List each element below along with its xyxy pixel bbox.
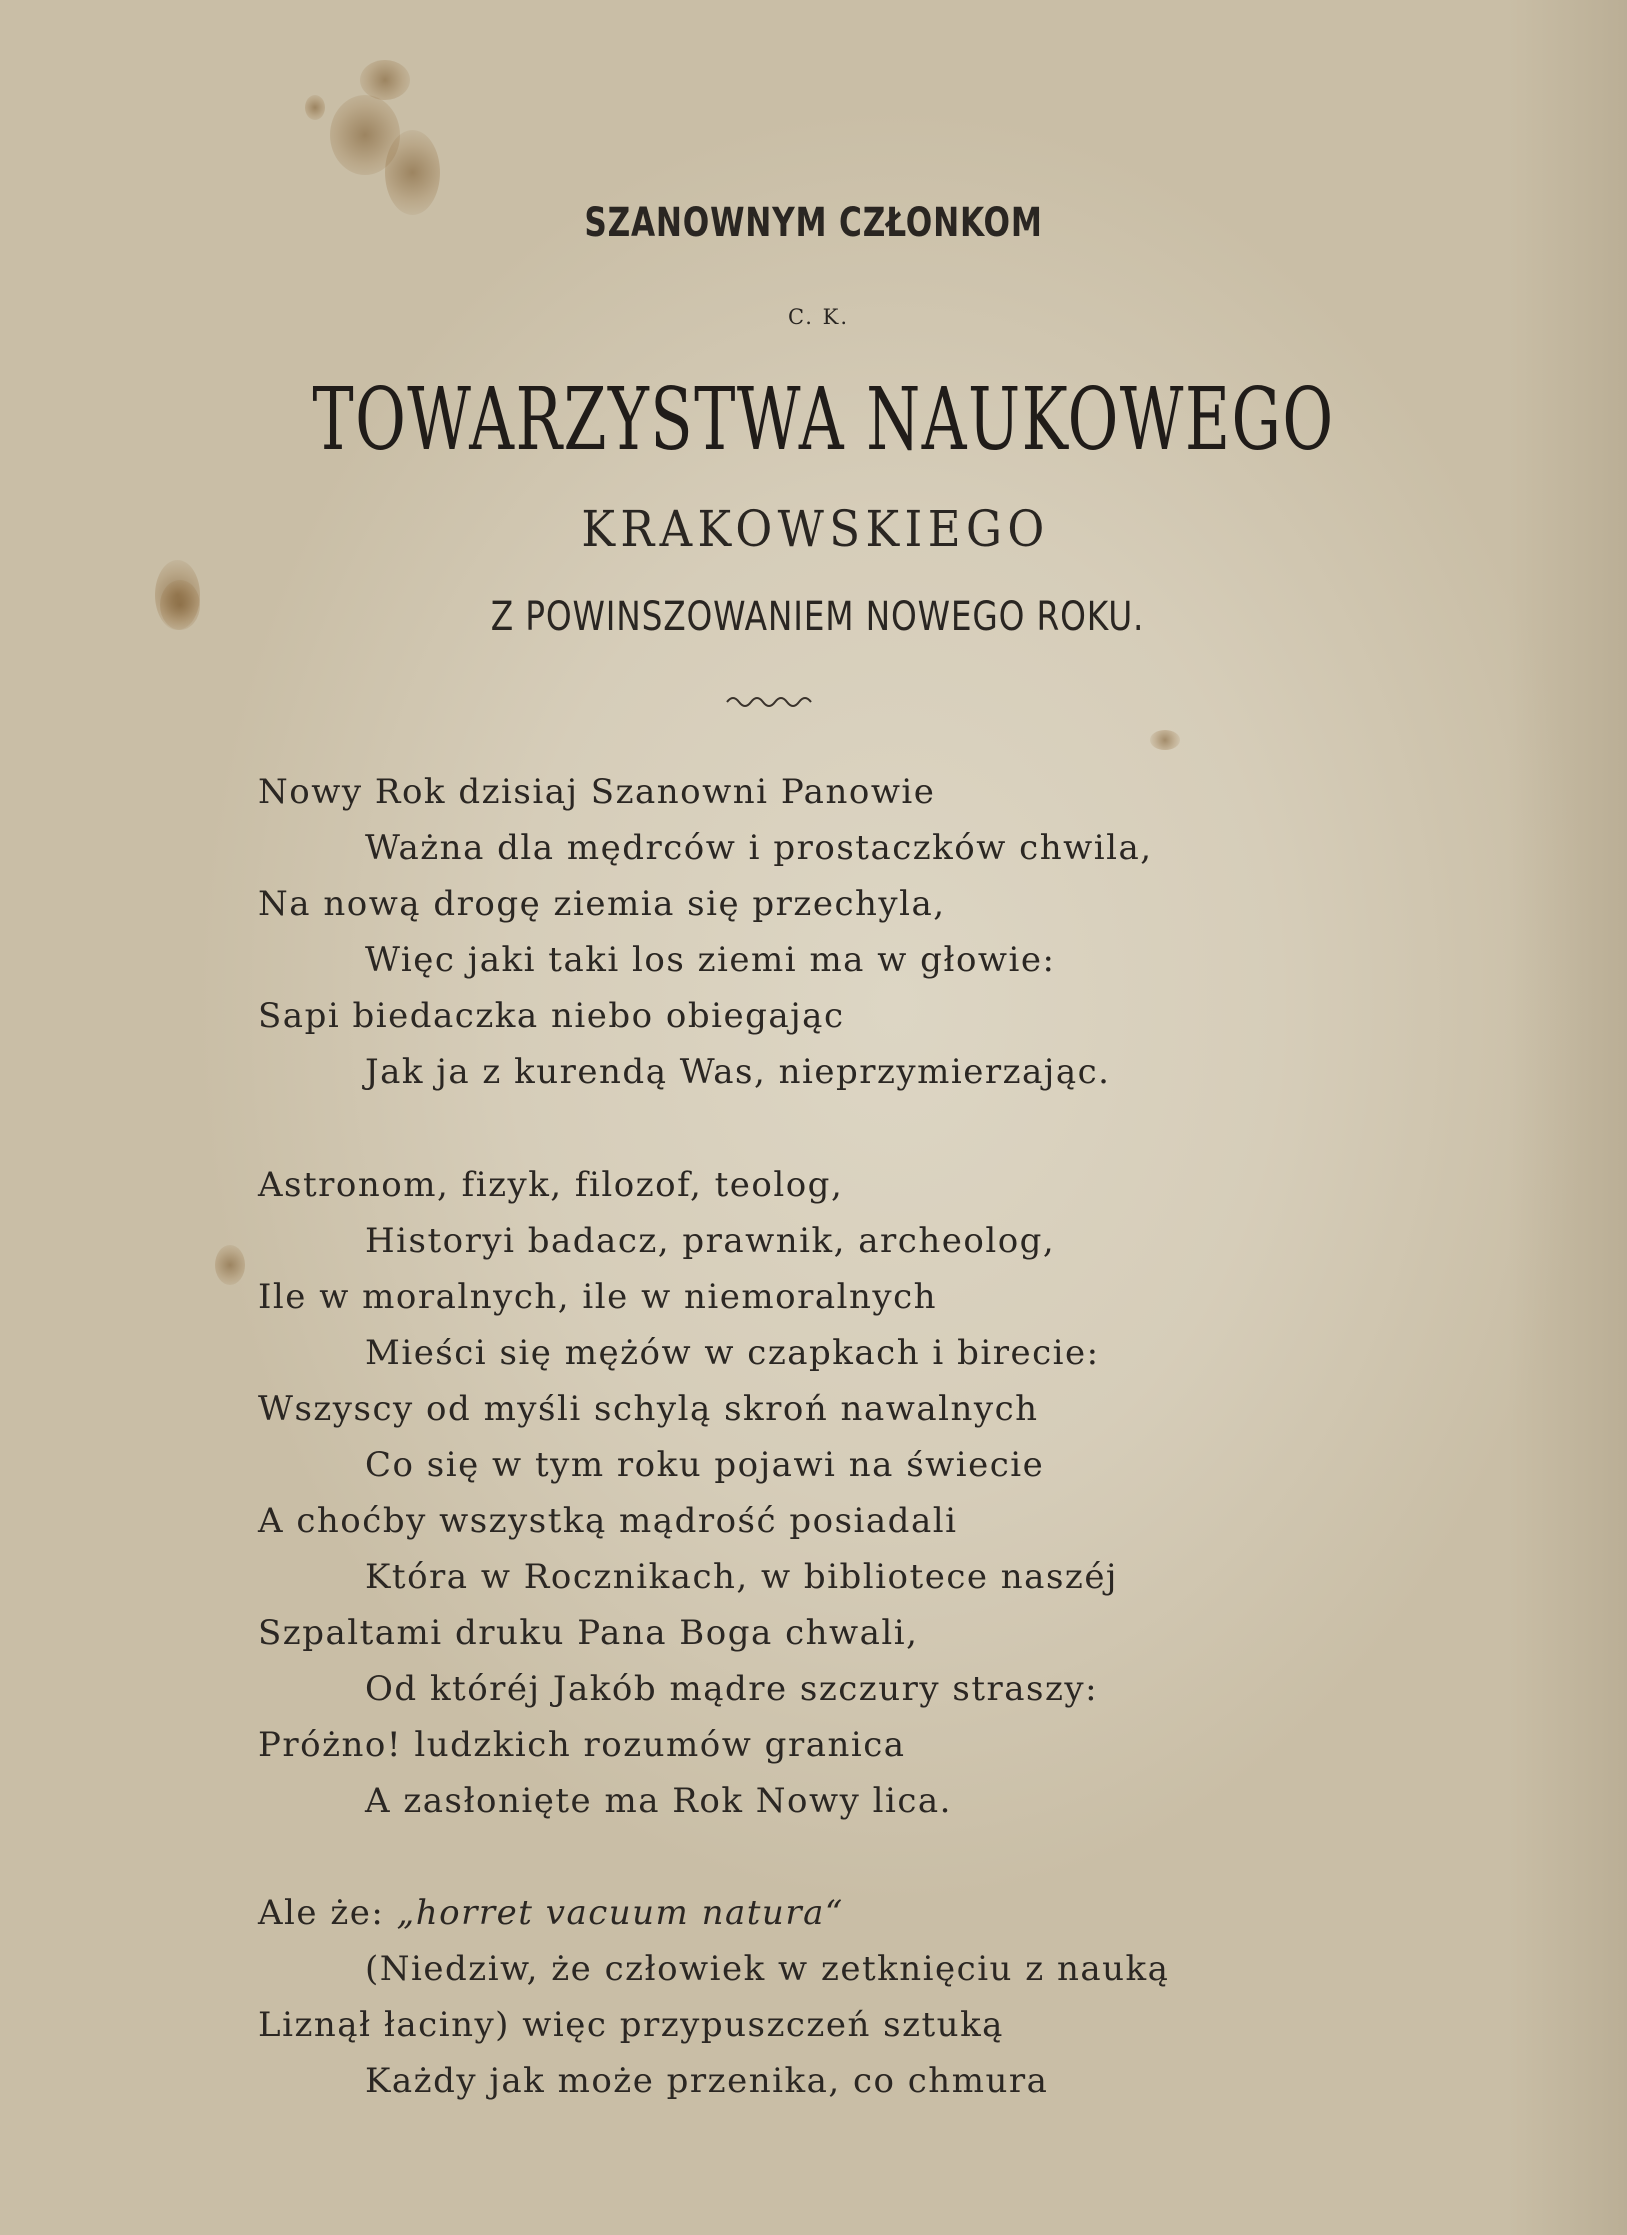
poem-line: Na nową drogę ziemia się przechyla, xyxy=(258,884,946,924)
society-name: TOWARZYSTWA NAUKOWEGO xyxy=(312,370,1335,470)
paper-stain xyxy=(1150,730,1180,750)
poem-line: Jak ja z kurendą Was, nieprzymierzając. xyxy=(365,1052,1111,1092)
poem-line-prefix: Ale że: xyxy=(258,1893,397,1933)
poem-line: Sapi biedaczka niebo obiegając xyxy=(258,996,845,1036)
poem-line: Od któréj Jakób mądre szczury straszy: xyxy=(365,1669,1099,1709)
poem-line: Próżno! ludzkich rozumów granica xyxy=(258,1725,906,1765)
greeting-line: Z POWINSZOWANIEM NOWEGO ROKU. xyxy=(490,594,1145,640)
poem-line: Co się w tym roku pojawi na świecie xyxy=(365,1445,1045,1485)
latin-quote: „horret vacuum natura“ xyxy=(396,1893,844,1933)
poem-line: Ile w moralnych, ile w niemoralnych xyxy=(258,1277,938,1317)
poem-line: Każdy jak może przenika, co chmura xyxy=(365,2061,1049,2101)
poem-line: Szpaltami druku Pana Boga chwali, xyxy=(258,1613,919,1653)
poem-line: (Niedziw, że człowiek w zetknięciu z nauką xyxy=(365,1949,1170,1989)
page-edge-shadow xyxy=(1507,0,1627,2235)
poem-line: Nowy Rok dzisiaj Szanowni Panowie xyxy=(258,772,936,812)
dedication-subheading: C. K. xyxy=(787,305,850,329)
paper-stain xyxy=(360,60,410,100)
poem-line: Wszyscy od myśli schylą skroń nawalnych xyxy=(258,1389,1039,1429)
poem-line: Więc jaki taki los ziemi ma w głowie: xyxy=(365,940,1056,980)
dedication-heading: SZANOWNYM CZŁONKOM xyxy=(584,200,1043,246)
poem-line: A choćby wszystką mądrość posiadali xyxy=(258,1501,958,1541)
ornament-divider xyxy=(725,690,815,710)
poem-line: Która w Rocznikach, w bibliotece naszéj xyxy=(365,1557,1118,1597)
poem-line: A zasłonięte ma Rok Nowy lica. xyxy=(365,1781,952,1821)
poem-line: Astronom, fizyk, filozof, teolog, xyxy=(258,1165,844,1205)
paper-stain xyxy=(215,1245,245,1285)
poem-line: Mieści się mężów w czapkach i birecie: xyxy=(365,1333,1100,1373)
poem-line xyxy=(258,1893,844,1933)
poem-line: Ważna dla mędrców i prostaczków chwila, xyxy=(365,828,1153,868)
society-city: KRAKOWSKIEGO xyxy=(581,500,1050,558)
poem-line: Historyi badacz, prawnik, archeolog, xyxy=(365,1221,1056,1261)
poem-line: Liznął łaciny) więc przypuszczeń sztuką xyxy=(258,2005,1004,2045)
paper-stain xyxy=(305,95,325,120)
